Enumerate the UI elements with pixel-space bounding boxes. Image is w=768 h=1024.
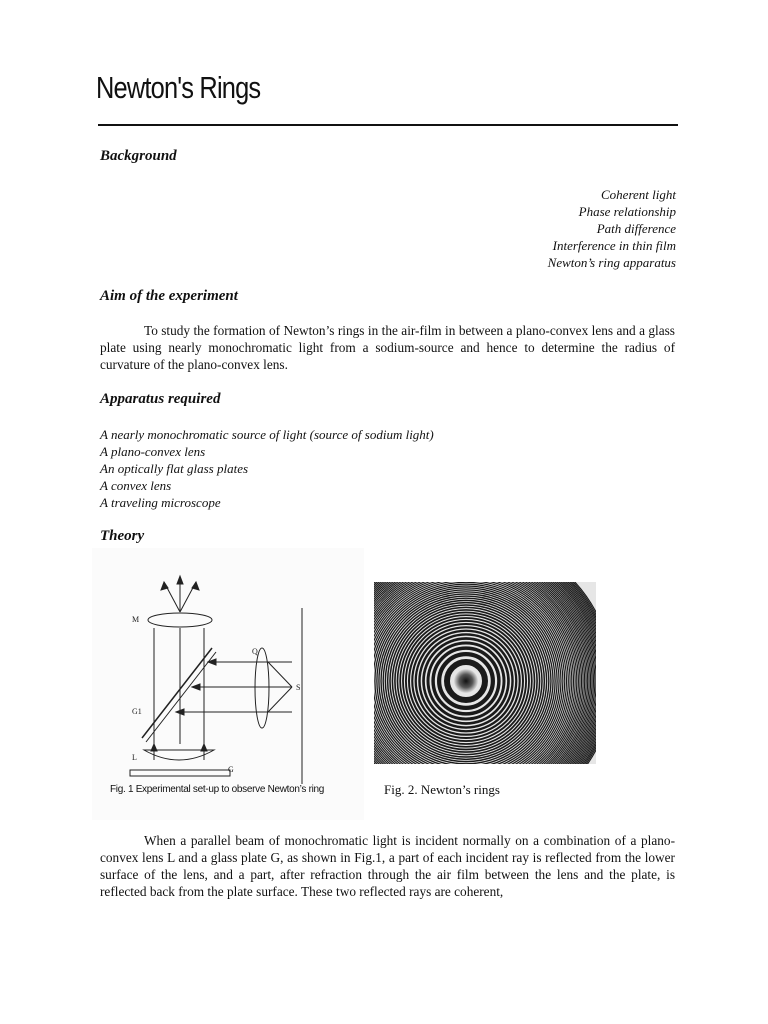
setup-diagram [92, 548, 364, 820]
label-g: G [228, 765, 234, 774]
keyword-item: Newton’s ring apparatus [547, 255, 676, 270]
figure-2-newtons-rings [374, 582, 596, 764]
figure-1-setup-diagram [92, 548, 364, 820]
label-m: M [132, 615, 140, 624]
keyword-item: Phase relationship [578, 204, 676, 219]
apparatus-item: A plano-convex lens [100, 444, 206, 459]
theory-heading: Theory [100, 528, 145, 544]
keyword-item: Coherent light [601, 187, 676, 202]
aim-paragraph: To study the formation of Newton’s rings in the air-film in between a plano-convex lens and a glass plate using nearly monochromatic light from a sodium-source and hence to determine the radius of curvature of the plano-convex lens. [100, 323, 675, 372]
aim-heading: Aim of the experiment [100, 288, 238, 304]
theory-paragraph: When a parallel beam of monochromatic light is incident normally on a combination of a plano-convex lens L and a glass plate G, as shown in Fig.1, a part of each incident ray is reflected from the lower surface of the lens, and a part, after refraction through the air film between the lens and the plate, is reflected back from the plate surface. These two reflected rays are coherent, [100, 833, 675, 899]
apparatus-item: An optically flat glass plates [100, 461, 249, 476]
figure-2-caption: Fig. 2. Newton’s rings [384, 782, 500, 797]
label-g1: G1 [132, 707, 142, 716]
keyword-list [548, 186, 676, 271]
rings-pattern [374, 582, 596, 764]
page-title: Newton's Rings [96, 70, 261, 105]
apparatus-item: A convex lens [100, 478, 172, 493]
keyword-item: Interference in thin film [552, 238, 676, 253]
apparatus-heading: Apparatus required [100, 391, 221, 407]
apparatus-list [100, 426, 434, 511]
label-s: S [296, 683, 301, 692]
label-l: L [132, 753, 137, 762]
keyword-item: Path difference [596, 221, 676, 236]
apparatus-item: A traveling microscope [100, 495, 221, 510]
figure-1-caption: Fig. 1 Experimental set-up to observe Newton’s ring [110, 784, 325, 795]
label-q: Q [252, 647, 258, 656]
background-heading: Background [100, 148, 177, 164]
apparatus-item: A nearly monochromatic source of light (source of sodium light) [100, 427, 434, 442]
title-rule [98, 124, 678, 126]
